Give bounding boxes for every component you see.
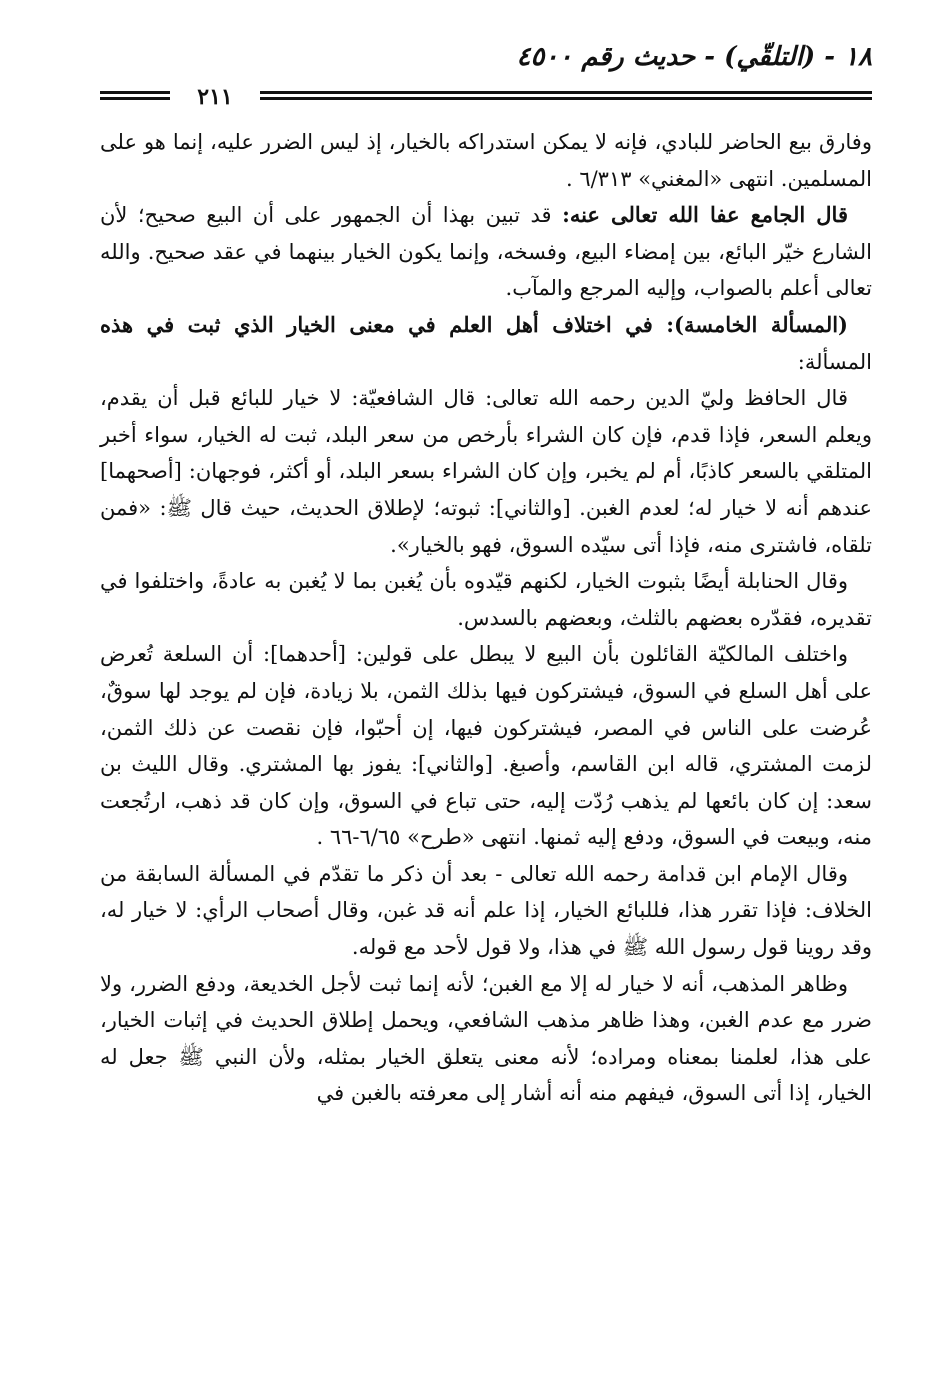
paragraph-3 xyxy=(100,307,872,380)
header-rule-left xyxy=(100,91,170,100)
paragraph-text: قال الحافظ وليّ الدين رحمه الله تعالى: قال الشافعيّة: لا خيار للبائع قبل أن يقدم، ويعلم السعر، فإذا قدم، فإن كان الشراء بأرخص من سعر البلد، ثبت له الخيار، سواء أخبر المتلقي بالسعر كاذبًا، أم لم يخبر، وإن كان الشراء بسعر البلد، أو أكثر، فوجهان: [أصحهما] عندهم أنه لا خيار له؛ لعدم الغبن. [والثاني]: ثبوته؛ لإطلاق الحديث، حيث قال ﷺ: «فمن تلقاه، فاشترى منه، فإذا أتى سيّده السوق، فهو بالخيار». xyxy=(100,386,872,557)
paragraph-text: وقال الحنابلة أيضًا بثبوت الخيار، لكنهم قيّدوه بأن يُغبن بما لا يُغبن به عادةً، واختلفوا في تقديره، فقدّره بعضهم بالثلث، وبعضهم بالسدس. xyxy=(100,569,872,630)
paragraph-6 xyxy=(100,636,872,856)
paragraph-text: المسألة: xyxy=(797,349,872,374)
body-text xyxy=(100,124,872,1112)
paragraph-text: وقال الإمام ابن قدامة رحمه الله تعالى - بعد أن ذكر ما تقدّم في المسألة السابقة من الخلاف: فإذا تقرر هذا، فللبائع الخيار، إذا علم أنه قد غبن، وقال أصحاب الرأي: لا خيار له، وقد روينا قول رسول الله ﷺ في هذا، ولا قول لأحد مع قوله. xyxy=(100,861,872,960)
page-number: ٢١١ xyxy=(175,86,255,108)
paragraph-lead: (المسألة الخامسة): في اختلاف أهل العلم في معنى الخيار الذي ثبت في هذه xyxy=(100,311,848,337)
paragraph-4 xyxy=(100,380,872,563)
paragraph-7 xyxy=(100,856,872,966)
page-header xyxy=(100,40,872,110)
paragraph-5 xyxy=(100,563,872,636)
paragraph-lead: قال الجامع عفا الله تعالى عنه: xyxy=(562,202,848,228)
running-head: ١٨ - (التلقّي) - حديث رقم ٤٥٠٠ xyxy=(516,42,872,72)
paragraph-text: واختلف المالكيّة القائلون بأن البيع لا يبطل على قولين: [أحدهما]: أن السلعة تُعرض على أهل السلع في السوق، فيشتركون فيها بذلك الثمن، بلا زيادة، فإن لم يوجد لها سوقٌ، عُرضت على الناس في المصر، فيشتركون فيها، إن أحبّوا، فإن نقصت عن ذلك الثمن، لزمت المشتري، قاله ابن القاسم، وأصبغ. [والثاني]: يفوز بها المشتري. وقال الليث بن سعد: إن كان بائعها لم يذهب رُدّت إليه، حتى تباع في السوق، وإن كان قد ذهب، ارتُجعت منه، وبيعت في السوق، ودفع إليه ثمنها. انتهى «طرح» ٦/٦٥-٦٦ . xyxy=(100,642,872,850)
paragraph-text: قد تبين بهذا أن الجمهور على أن البيع صحيح؛ لأن الشارع خيّر البائع، بين إمضاء البيع، وفسخه، وإنما يكون الخيار بينهما في عقد صحيح. والله تعالى أعلم بالصواب، وإليه المرجع والمآب. xyxy=(100,203,872,301)
paragraph-text: وفارق بيع الحاضر للبادي، فإنه لا يمكن استدراكه بالخيار، إذ ليس الضرر عليه، إنما هو على المسلمين. انتهى «المغني» ٦/٣١٣ . xyxy=(100,130,872,191)
paragraph-1 xyxy=(100,124,872,197)
paragraph-text: وظاهر المذهب، أنه لا خيار له إلا مع الغبن؛ لأنه إنما ثبت لأجل الخديعة، ودفع الضرر، ولا ضرر مع عدم الغبن، وهذا ظاهر مذهب الشافعي، ويحمل إطلاق الحديث في إثبات الخيار، على هذا، لعلمنا بمعناه ومراده؛ لأنه معنى يتعلق الخيار بمثله، ولأن النبي ﷺ جعل له الخيار، إذا أتى السوق، فيفهم منه أنه أشار إلى معرفته بالغبن في xyxy=(100,971,872,1106)
paragraph-8 xyxy=(100,966,872,1112)
paragraph-2 xyxy=(100,197,872,307)
header-rule-right xyxy=(260,91,872,100)
